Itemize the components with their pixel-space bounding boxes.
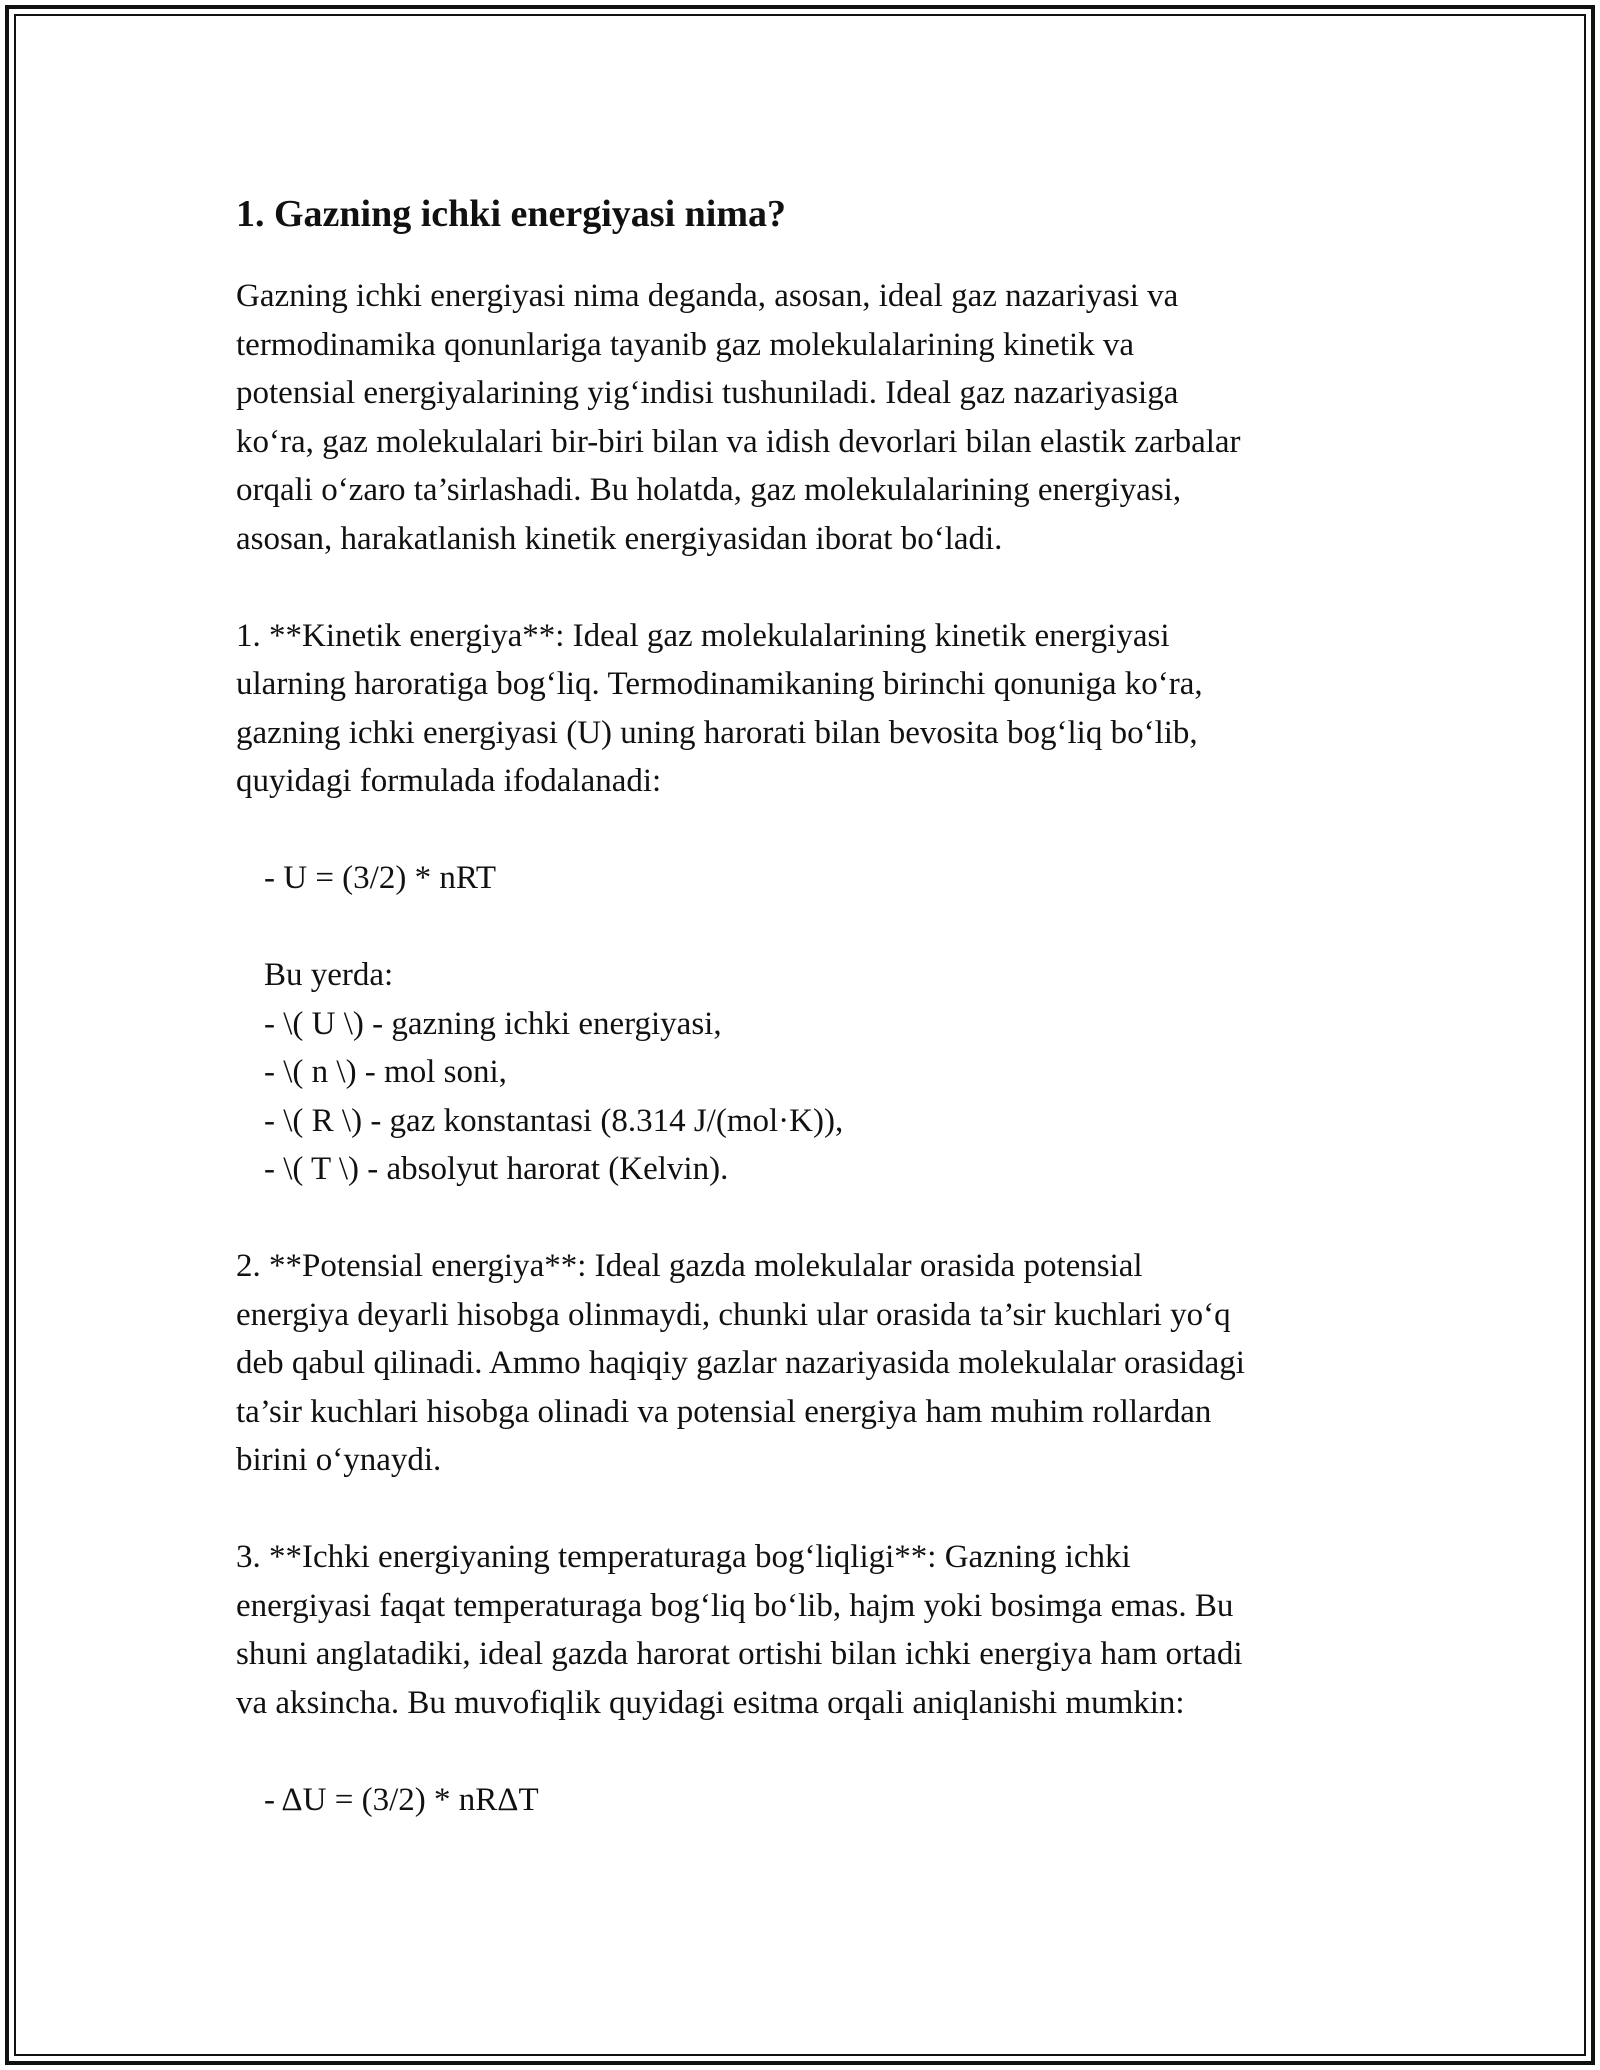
- text-line: energiyasi faqat temperaturaga bog‘liq bo‘lib, hajm yoki bosimga emas. Bu: [236, 1587, 1234, 1624]
- text-line: shuni anglatadiki, ideal gazda harorat ortishi bilan ichki energiya ham ortadi: [236, 1636, 1243, 1672]
- text-line: - \( U \) - gazning ichki energiyasi,: [264, 1005, 722, 1042]
- text-line: ta’sir kuchlari hisobga olinadi va potensial energiya ham muhim rollardan: [236, 1393, 1212, 1430]
- document-heading: 1. Gazning ichki energiyasi nima?: [236, 193, 786, 235]
- text-line: quyidagi formulada ifodalanadi:: [236, 763, 662, 799]
- text-line: orqali o‘zaro ta’sirlashadi. Bu holatda, gaz molekulalarining energiyasi,: [236, 472, 1182, 508]
- formula-line: - ΔU = (3/2) * nRΔT: [264, 1781, 539, 1818]
- kinetic-energy-paragraph: [236, 612, 1376, 806]
- text-line: Gazning ichki energiyasi nima deganda, asosan, ideal gaz nazariyasi va: [236, 278, 1179, 314]
- text-line: - \( n \) - mol soni,: [264, 1054, 507, 1090]
- text-line: ularning haroratiga bog‘liq. Termodinamikaning birinchi qonuniga ko‘ra,: [236, 666, 1203, 702]
- document-body: [236, 184, 1376, 1824]
- text-line: birini o‘ynaydi.: [236, 1442, 442, 1478]
- formula-line: - U = (3/2) * nRT: [264, 860, 497, 896]
- text-line: gazning ichki energiyasi (U) uning harorati bilan bevosita bog‘liq bo‘lib,: [236, 714, 1198, 751]
- variable-definitions: [236, 951, 1376, 1194]
- potential-energy-paragraph: [236, 1242, 1376, 1485]
- text-line: deb qabul qilinadi. Ammo haqiqiy gazlar nazariyasida molekulalar orasidagi: [236, 1345, 1245, 1381]
- text-line: va aksincha. Bu muvofiqlik quyidagi esitma orqali aniqlanishi mumkin:: [236, 1684, 1185, 1721]
- text-line: potensial energiyalarining yig‘indisi tushuniladi. Ideal gaz nazariyasiga: [236, 375, 1179, 411]
- text-line: Bu yerda:: [264, 957, 394, 993]
- text-line: 2. **Potensial energiya**: Ideal gazda molekulalar orasida potensial: [236, 1248, 1143, 1284]
- text-line: - \( T \) - absolyut harorat (Kelvin).: [264, 1151, 729, 1187]
- temperature-dependence-paragraph: [236, 1533, 1376, 1727]
- intro-paragraph: [236, 272, 1376, 563]
- text-line: 1. **Kinetik energiya**: Ideal gaz molekulalarining kinetik energiyasi: [236, 617, 1170, 654]
- text-line: ko‘ra, gaz molekulalari bir-biri bilan va idish devorlari bilan elastik zarbalar: [236, 423, 1241, 460]
- text-line: energiya deyarli hisobga olinmaydi, chunki ular orasida ta’sir kuchlari yo‘q: [236, 1296, 1231, 1333]
- formula-internal-energy: [236, 854, 1376, 903]
- text-line: - \( R \) - gaz konstantasi (8.314 J/(mol·K)),: [264, 1102, 844, 1139]
- formula-energy-change: [236, 1776, 1376, 1825]
- text-line: asosan, harakatlanish kinetik energiyasidan iborat bo‘ladi.: [236, 520, 1003, 557]
- text-line: 3. **Ichki energiyaning temperaturaga bog‘liqligi**: Gazning ichki: [236, 1539, 1131, 1575]
- text-line: termodinamika qonunlariga tayanib gaz molekulalarining kinetik va: [236, 326, 1135, 363]
